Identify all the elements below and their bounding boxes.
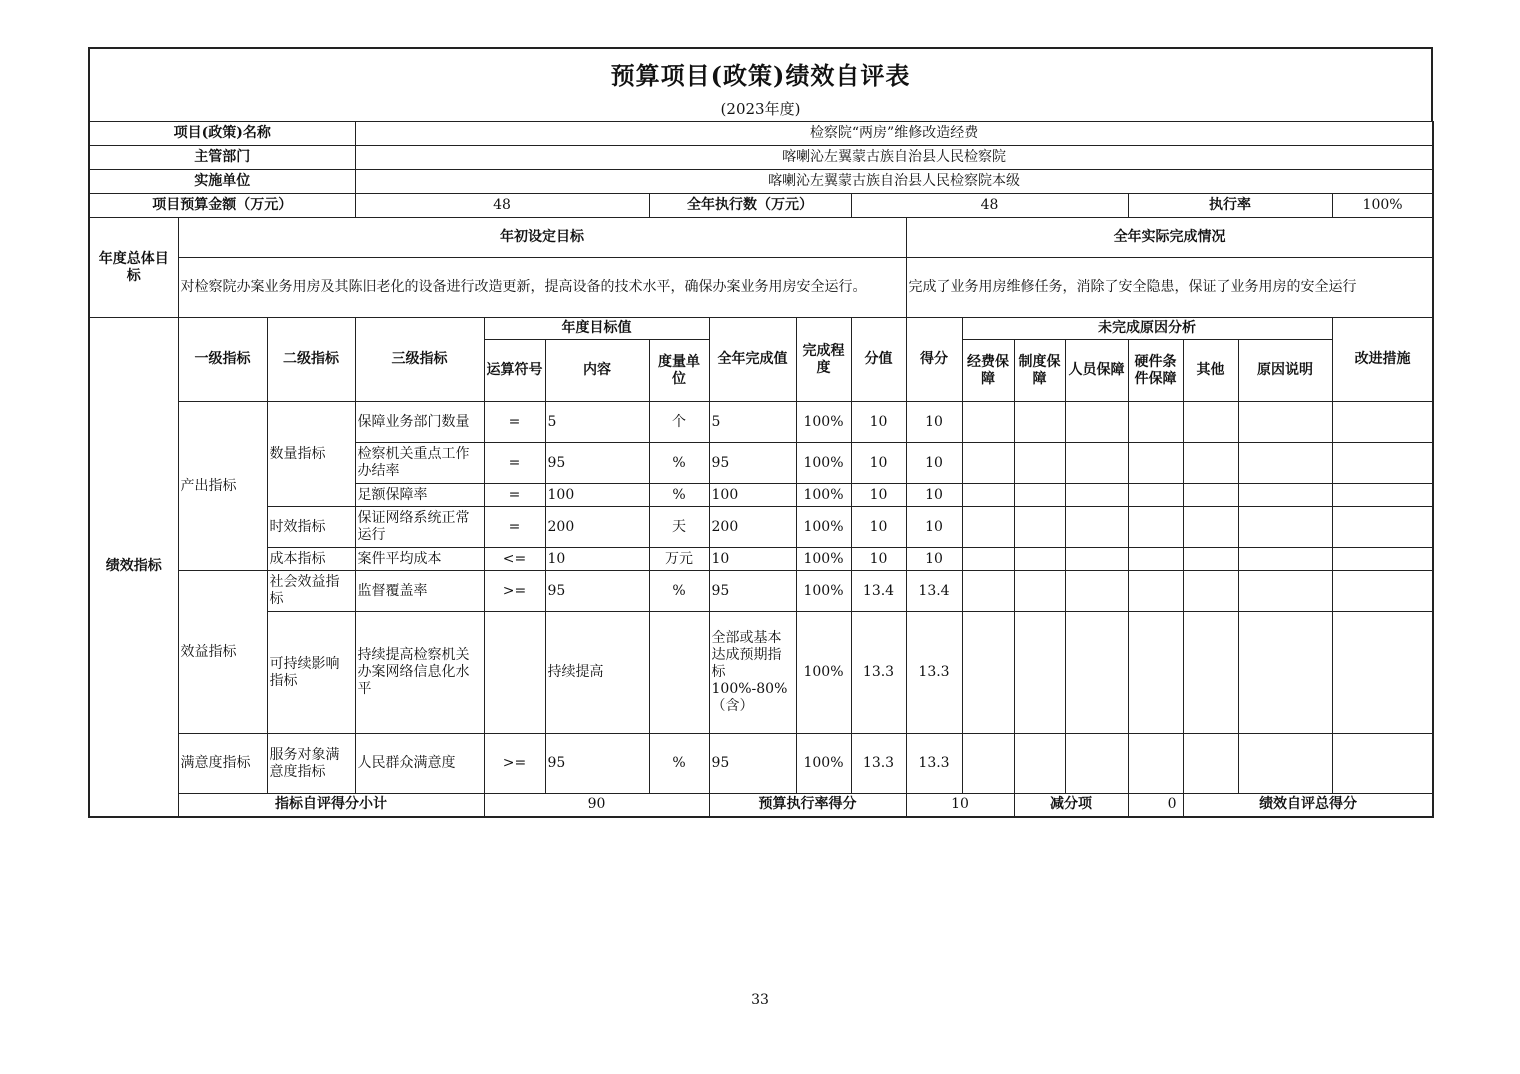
project-name-label: 项目(政策)名称 (89, 122, 355, 146)
explain-header: 原因说明 (1238, 340, 1332, 402)
year-subtitle: (2023年度) (720, 100, 801, 118)
exec-value: 48 (851, 194, 1128, 218)
degree-cell: 100% (796, 612, 851, 734)
content-cell: 10 (545, 548, 649, 571)
level3-cell: 足额保障率 (355, 484, 484, 507)
actual-cell: 10 (709, 548, 796, 571)
content-header: 内容 (545, 340, 649, 402)
other-header: 其他 (1183, 340, 1238, 402)
budget-value: 48 (355, 194, 649, 218)
goals-label: 年度总体目标 (89, 218, 178, 318)
weight-cell: 13.4 (851, 571, 906, 612)
score-cell: 10 (906, 484, 962, 507)
goals-header-row (89, 218, 1433, 258)
level3-cell: 检察机关重点工作办结率 (355, 443, 484, 484)
subgroup-quantity: 数量指标 (267, 402, 355, 507)
unit-cell: % (649, 443, 709, 484)
info-row-unit (89, 170, 1433, 194)
op-cell (484, 612, 545, 734)
actual-goal-text: 完成了业务用房维修任务，消除了安全隐患，保证了业务用房的安全运行 (906, 258, 1433, 318)
content-cell: 200 (545, 507, 649, 548)
table-row (89, 507, 1433, 548)
actual-cell: 95 (709, 443, 796, 484)
goals-text-row (89, 258, 1433, 318)
degree-cell: 100% (796, 734, 851, 794)
content-cell: 100 (545, 484, 649, 507)
content-cell: 持续提高 (545, 612, 649, 734)
table-row (89, 571, 1433, 612)
unit-cell: 万元 (649, 548, 709, 571)
system-header: 制度保障 (1014, 340, 1065, 402)
weight-cell: 10 (851, 484, 906, 507)
score-header: 得分 (906, 318, 962, 402)
actual-cell: 5 (709, 402, 796, 443)
degree-cell: 100% (796, 507, 851, 548)
actual-goal-header: 全年实际完成情况 (906, 218, 1433, 258)
dept-value: 喀喇沁左翼蒙古族自治县人民检察院 (355, 146, 1433, 170)
improve-header: 改进措施 (1332, 318, 1433, 402)
score-cell: 13.3 (906, 612, 962, 734)
initial-goal-header: 年初设定目标 (178, 218, 906, 258)
level3-header: 三级指标 (355, 318, 484, 402)
exec-score-label: 预算执行率得分 (709, 794, 906, 817)
unit-cell: 天 (649, 507, 709, 548)
op-cell: = (484, 484, 545, 507)
level2-header: 二级指标 (267, 318, 355, 402)
score-cell: 13.3 (906, 734, 962, 794)
info-row-name (89, 122, 1433, 146)
content-cell: 95 (545, 734, 649, 794)
level3-cell: 监督覆盖率 (355, 571, 484, 612)
unit-cell: % (649, 734, 709, 794)
project-name-value: 检察院“两房”维修改造经费 (355, 122, 1433, 146)
table-row (89, 402, 1433, 443)
unit-cell (649, 612, 709, 734)
weight-cell: 10 (851, 443, 906, 484)
hardware-header: 硬件条件保障 (1128, 340, 1183, 402)
degree-cell: 100% (796, 443, 851, 484)
level3-cell: 保证网络系统正常运行 (355, 507, 484, 548)
group-satisfaction: 满意度指标 (178, 734, 267, 794)
table-row (89, 612, 1433, 734)
summary-row (89, 794, 1433, 817)
unit-value: 喀喇沁左翼蒙古族自治县人民检察院本级 (355, 170, 1433, 194)
fund-header: 经费保障 (962, 340, 1014, 402)
weight-cell: 13.3 (851, 734, 906, 794)
unit-cell: % (649, 484, 709, 507)
subgroup-sustain: 可持续影响指标 (267, 612, 355, 734)
degree-cell: 100% (796, 548, 851, 571)
content-cell: 5 (545, 402, 649, 443)
evaluation-table (88, 121, 1434, 818)
dept-label: 主管部门 (89, 146, 355, 170)
score-cell: 10 (906, 443, 962, 484)
table-row (89, 734, 1433, 794)
score-cell: 10 (906, 548, 962, 571)
op-cell: = (484, 443, 545, 484)
degree-cell: 100% (796, 484, 851, 507)
actual-header: 全年完成值 (709, 318, 796, 402)
op-cell: = (484, 402, 545, 443)
target-header: 年度目标值 (484, 318, 709, 340)
degree-cell: 100% (796, 571, 851, 612)
score-cell: 13.4 (906, 571, 962, 612)
weight-cell: 10 (851, 507, 906, 548)
subtotal-label: 指标自评得分小计 (178, 794, 484, 817)
level3-cell: 人民群众满意度 (355, 734, 484, 794)
perf-header-row-1 (89, 318, 1433, 340)
info-row-dept (89, 146, 1433, 170)
op-cell: = (484, 507, 545, 548)
score-cell: 10 (906, 402, 962, 443)
score-cell: 10 (906, 507, 962, 548)
page-number: 33 (751, 992, 769, 1008)
page-title: 预算项目(政策)绩效自评表 (610, 61, 911, 90)
content-cell: 95 (545, 571, 649, 612)
exec-score-value: 10 (906, 794, 1014, 817)
group-output: 产出指标 (178, 402, 267, 571)
staff-header: 人员保障 (1065, 340, 1128, 402)
subgroup-cost: 成本指标 (267, 548, 355, 571)
level3-cell: 保障业务部门数量 (355, 402, 484, 443)
op-cell: <= (484, 548, 545, 571)
deduct-value: 0 (1128, 794, 1183, 817)
evaluation-sheet (88, 47, 1433, 818)
exec-label: 全年执行数（万元） (649, 194, 851, 218)
level3-cell: 案件平均成本 (355, 548, 484, 571)
score-value-header: 分值 (851, 318, 906, 402)
op-cell: >= (484, 734, 545, 794)
actual-cell: 200 (709, 507, 796, 548)
group-benefit: 效益指标 (178, 571, 267, 734)
level1-header: 一级指标 (178, 318, 267, 402)
weight-cell: 13.3 (851, 612, 906, 734)
unit-header: 度量单位 (649, 340, 709, 402)
degree-cell: 100% (796, 402, 851, 443)
weight-cell: 10 (851, 402, 906, 443)
level3-cell: 持续提高检察机关办案网络信息化水平 (355, 612, 484, 734)
actual-cell: 95 (709, 734, 796, 794)
subgroup-timeliness: 时效指标 (267, 507, 355, 548)
rate-value: 100% (1332, 194, 1433, 218)
actual-cell: 100 (709, 484, 796, 507)
reason-header: 未完成原因分析 (962, 318, 1332, 340)
content-cell: 95 (545, 443, 649, 484)
unit-label: 实施单位 (89, 170, 355, 194)
deduct-label: 减分项 (1014, 794, 1128, 817)
unit-cell: 个 (649, 402, 709, 443)
degree-header: 完成程度 (796, 318, 851, 402)
budget-label: 项目预算金额（万元） (89, 194, 355, 218)
weight-cell: 10 (851, 548, 906, 571)
total-label: 绩效自评总得分 (1183, 794, 1433, 817)
subtotal-value: 90 (484, 794, 709, 817)
rate-label: 执行率 (1128, 194, 1332, 218)
actual-cell: 95 (709, 571, 796, 612)
actual-cell: 全部或基本达成预期指标100%-80%（含） (709, 612, 796, 734)
perf-label: 绩效指标 (89, 318, 178, 817)
op-header: 运算符号 (484, 340, 545, 402)
info-row-budget (89, 194, 1433, 218)
initial-goal-text: 对检察院办案业务用房及其陈旧老化的设备进行改造更新，提高设备的技术水平，确保办案业务用房安全运行。 (178, 258, 906, 318)
subgroup-social: 社会效益指标 (267, 571, 355, 612)
subgroup-service: 服务对象满意度指标 (267, 734, 355, 794)
sheet-header (88, 47, 1433, 121)
table-row (89, 548, 1433, 571)
unit-cell: % (649, 571, 709, 612)
op-cell: >= (484, 571, 545, 612)
